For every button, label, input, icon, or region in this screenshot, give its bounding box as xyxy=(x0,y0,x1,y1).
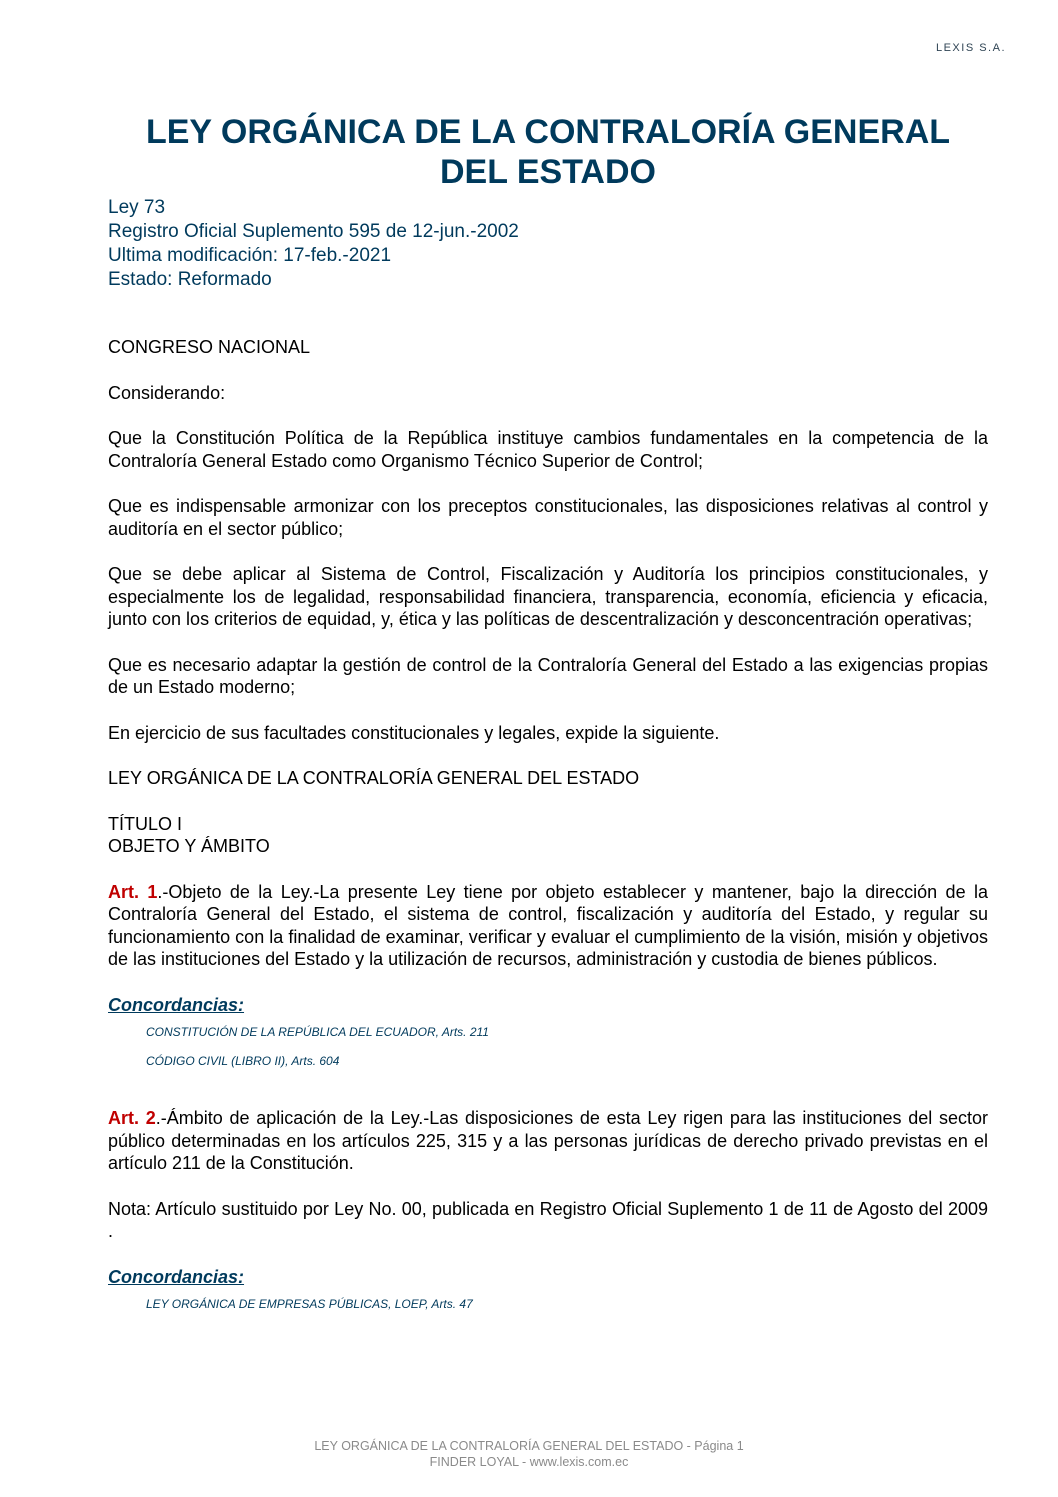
concordancia-link[interactable]: LEY ORGÁNICA DE EMPRESAS PÚBLICAS, LOEP, Arts. 47 xyxy=(146,1297,473,1311)
article-text: .-Ámbito de aplicación de la Ley.-Las disposiciones de esta Ley rigen para las instituciones del sector público determinadas en los artículos 225, 315 y a las personas jurídicas de derecho privado previstas en el artículo 211 de la Constitución. xyxy=(108,1108,988,1173)
article-1 xyxy=(108,881,988,971)
recital: Que es indispensable armonizar con los preceptos constitucionales, las disposiciones relativas al control y auditoría en el sector público; xyxy=(108,496,988,539)
last-modification: Ultima modificación: 17-feb.-2021 xyxy=(108,245,392,266)
considerando-heading: Considerando: xyxy=(108,382,226,403)
concordancias-heading: Concordancias: xyxy=(108,1266,245,1287)
publisher-brand: LEXIS S.A. xyxy=(935,42,1006,54)
article-label: Art. 1 xyxy=(108,881,158,902)
recital: Que la Constitución Política de la República instituye cambios fundamentales en la competencia de la Contraloría General Estado como Organismo Técnico Superior de Control; xyxy=(108,428,988,471)
document-title: LEY ORGÁNICA DE LA CONTRALORÍA GENERAL DEL ESTADO xyxy=(145,113,951,191)
registro-oficial: Registro Oficial Suplemento 595 de 12-jun.-2002 xyxy=(108,221,519,242)
concordancias-heading: Concordancias: xyxy=(108,994,245,1015)
concordancia-link[interactable]: CONSTITUCIÓN DE LA REPÚBLICA DEL ECUADOR, Arts. 211 xyxy=(146,1025,489,1039)
document-body xyxy=(108,336,988,1325)
footer-page-info: LEY ORGÁNICA DE LA CONTRALORÍA GENERAL DEL ESTADO - Página 1 xyxy=(314,1439,744,1453)
article-label: Art. 2 xyxy=(108,1108,156,1128)
law-heading: LEY ORGÁNICA DE LA CONTRALORÍA GENERAL DEL ESTADO xyxy=(108,768,640,788)
concordancia-link[interactable]: CÓDIGO CIVIL (LIBRO II), Arts. 604 xyxy=(146,1054,340,1068)
page-footer xyxy=(0,1438,1058,1470)
article-note: Nota: Artículo sustituido por Ley No. 00, publicada en Registro Oficial Suplemento 1 de 11 de Agosto del 2009 . xyxy=(108,1198,988,1241)
article-text: .-Objeto de la Ley.-La presente Ley tiene por objeto establecer y mantener, bajo la dirección de la Contraloría General del Estado, el sistema de control, fiscalización y auditoría del Estado, y regular su funcionamiento con la finalidad de examinar, verificar y evaluar el cumplimiento de la visión, misión y objetivos de las instituciones del Estado y la utilización de recursos, administración y custodia de bienes públicos. xyxy=(108,881,988,969)
recital: Que es necesario adaptar la gestión de control de la Contraloría General del Estado a las exigencias propias de un Estado moderno; xyxy=(108,654,988,697)
issuer: CONGRESO NACIONAL xyxy=(108,337,311,357)
recital: Que se debe aplicar al Sistema de Control, Fiscalización y Auditoría los principios constitucionales, y especialmente los de legalidad, responsabilidad financiera, transparencia, economía, eficiencia y eficacia, junto con los criterios de equidad, y, ética y las políticas de descentralización y desconcentración operativas; xyxy=(108,564,988,629)
status: Estado: Reformado xyxy=(108,269,272,290)
footer-source: FINDER LOYAL - www.lexis.com.ec xyxy=(429,1455,629,1469)
document-metadata xyxy=(108,196,519,292)
enacting-clause: En ejercicio de sus facultades constitucionales y legales, expide la siguiente. xyxy=(108,722,720,743)
title-name: OBJETO Y ÁMBITO xyxy=(108,836,270,856)
title-number: TÍTULO I xyxy=(108,813,183,834)
law-number: Ley 73 xyxy=(108,197,166,218)
article-2 xyxy=(108,1107,988,1175)
